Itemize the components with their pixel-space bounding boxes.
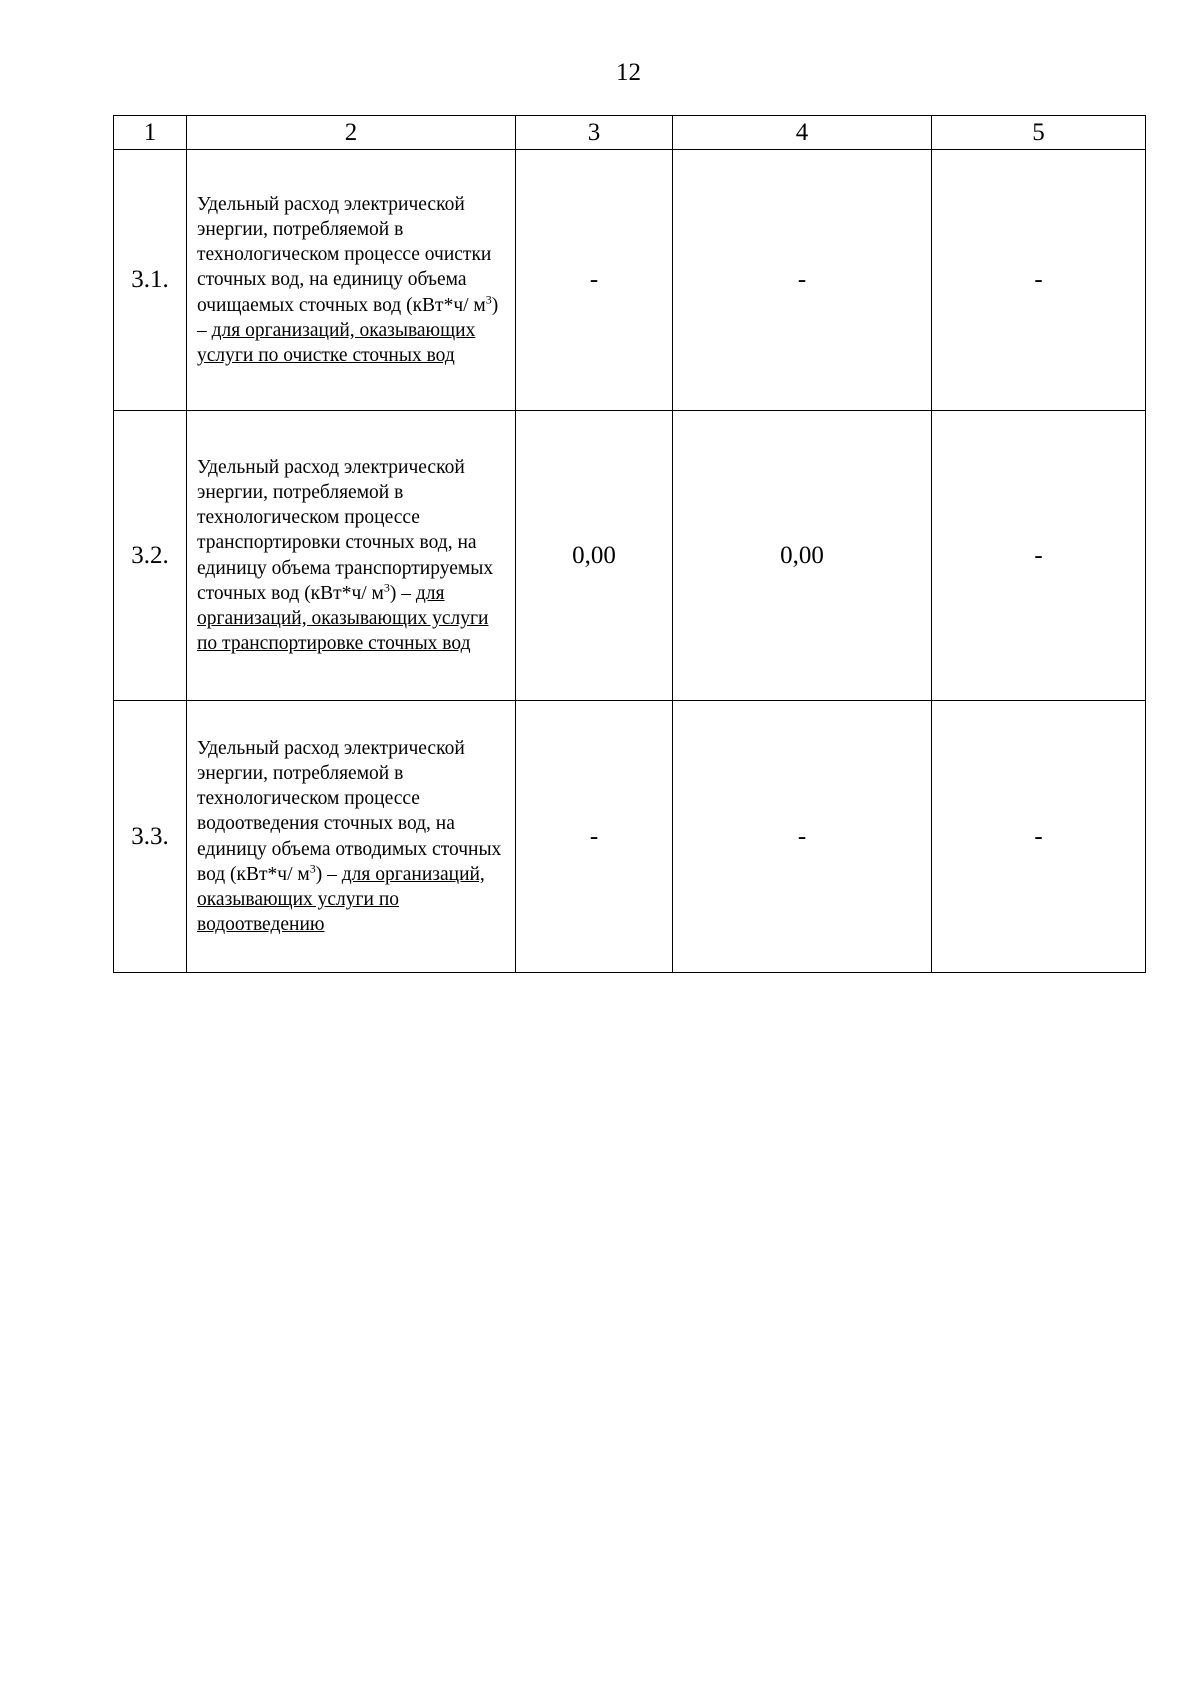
superscript: 3 — [485, 292, 492, 307]
table-header-row — [114, 116, 1146, 150]
value-cell: - — [673, 701, 932, 973]
row-number: 3.2. — [114, 411, 187, 701]
value-cell: 0,00 — [673, 411, 932, 701]
table-row — [114, 411, 1146, 701]
value-cell: - — [673, 150, 932, 411]
superscript: 3 — [383, 580, 390, 595]
column-header: 1 — [114, 116, 187, 150]
value-cell: - — [932, 701, 1146, 973]
description-underlined-text: для организаций, оказывающих услуги по очистке сточных вод — [197, 319, 476, 366]
value-cell: - — [932, 411, 1146, 701]
column-header: 2 — [187, 116, 516, 150]
row-number: 3.3. — [114, 701, 187, 973]
table-row — [114, 150, 1146, 411]
row-description — [187, 150, 516, 411]
value-cell: 0,00 — [516, 411, 673, 701]
row-number: 3.1. — [114, 150, 187, 411]
value-cell: - — [516, 701, 673, 973]
page-number: 12 — [616, 59, 641, 86]
column-header: 5 — [932, 116, 1146, 150]
value-cell: - — [932, 150, 1146, 411]
column-header: 4 — [673, 116, 932, 150]
description-text: Удельный расход электрической энергии, потребляемой в технологическом процессе транспортировки сточных вод, на единицу объема транспортируемых сточных вод (кВт*ч/ м — [197, 456, 494, 604]
row-description — [187, 701, 516, 973]
description-underlined-text: для организаций, оказывающих услуги по транспортировке сточных вод — [197, 582, 489, 655]
description-text: ) – — [197, 294, 499, 341]
row-description — [187, 411, 516, 701]
description-underlined-text: для организаций, оказывающих услуги по водоотведению — [197, 863, 485, 936]
description-text: Удельный расход электрической энергии, потребляемой в технологическом процессе водоотведения сточных вод, на единицу объема отводимых сточных вод (кВт*ч/ м — [197, 737, 502, 885]
table-row — [114, 701, 1146, 973]
description-text: ) – — [315, 863, 342, 885]
value-cell: - — [516, 150, 673, 411]
description-text: ) – — [389, 582, 416, 604]
description-text: Удельный расход электрической энергии, потребляемой в технологическом процессе очистки сточных вод, на единицу объема очищаемых сточных вод (кВт*ч/ м — [197, 193, 492, 316]
column-header: 3 — [516, 116, 673, 150]
indicators-table — [113, 115, 1146, 973]
superscript: 3 — [309, 861, 316, 876]
